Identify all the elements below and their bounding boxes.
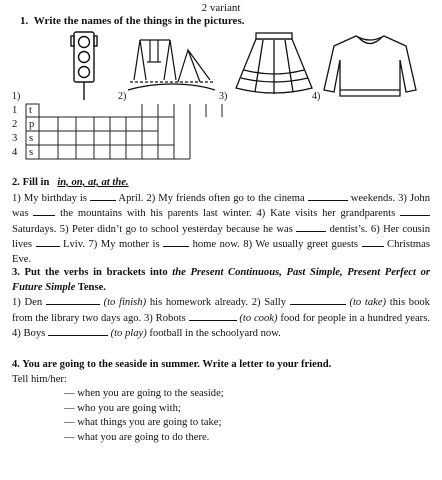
- task-1-text: Write the names of the things in the pictures.: [33, 15, 245, 27]
- task-1-number: 1.: [20, 15, 29, 27]
- row-letter-3[interactable]: s: [29, 133, 34, 144]
- verb-blank-4[interactable]: [48, 326, 108, 336]
- row-letter-4[interactable]: s: [29, 147, 34, 158]
- pictures-row: [60, 30, 420, 102]
- skirt-icon: [236, 33, 312, 94]
- task-3-text: 1) Den (to finish) his homework already. 2) Sally (to take) this book from the library two days ago. 3) Robots (to cook) food for people in a hundred years. 4) Boys (to play) football in the schoolyard now.: [12, 297, 430, 340]
- answer-blank-4[interactable]: [400, 206, 430, 216]
- answer-blank-8[interactable]: [362, 237, 384, 247]
- row-number-3: 3: [12, 133, 18, 144]
- sweater-icon: [324, 36, 416, 96]
- answer-blank-6[interactable]: [36, 237, 60, 247]
- traffic-light-icon: [71, 32, 97, 100]
- task-2-title: 2. Fill in in, on, at, at the.: [12, 177, 129, 188]
- task-2-words: in, on, at, at the.: [57, 177, 129, 188]
- verb-blank-1[interactable]: [46, 295, 100, 305]
- answer-blank-3[interactable]: [33, 206, 55, 216]
- answer-blank-5[interactable]: [296, 222, 326, 232]
- task-2: [12, 176, 430, 268]
- variant-heading: 2 variant: [201, 2, 241, 14]
- task-4-title: 4. You are going to the seaside in summer. Write a letter to your friend.: [12, 359, 332, 370]
- crossword-lines: [12, 103, 234, 161]
- picture-label-1: 1): [12, 91, 21, 102]
- row-number-1: 1: [12, 105, 18, 116]
- crossword-grid: [12, 103, 234, 164]
- task-3-title: 3. Put the verbs in brackets into the Present Continuous, Past Simple, Present Perfect or Future Simple Tense.: [12, 267, 431, 293]
- playground-icon: [128, 40, 215, 90]
- verb-blank-3[interactable]: [189, 311, 237, 321]
- task-1-title: [20, 15, 244, 27]
- task-4-item: — what things you are going to take;: [64, 417, 222, 429]
- task-2-text: 1) My birthday is April. 2) My friends often go to the cinema weekends. 3) John was the mountains with his parents last winter. 4) Kate visits her grandparents Saturdays. 5) Peter didn’t go to school yesterday because he was dentist’s. 6) Her cousin lives Lviv. 7) My mother is home now. 8) We usually greet guests Christmas Eve.: [12, 192, 430, 265]
- picture-label-4: 4): [312, 91, 321, 102]
- answer-blank-1[interactable]: [90, 191, 116, 201]
- task-4-item: — when you are going to the seaside;: [64, 388, 224, 400]
- task-4: [12, 358, 430, 446]
- task-4-item: — who you are going with;: [64, 402, 181, 414]
- task-4-item: — what you are going to do there.: [64, 431, 210, 443]
- task-3-tenses: the Present Continuous, Past Simple, Present Perfect or Future Simple: [12, 267, 431, 293]
- row-number-4: 4: [12, 147, 18, 158]
- picture-label-3: 3): [219, 91, 228, 102]
- row-letter-2[interactable]: p: [29, 119, 35, 130]
- verb-blank-2[interactable]: [290, 295, 346, 305]
- picture-label-2: 2): [118, 91, 127, 102]
- answer-blank-2[interactable]: [308, 191, 348, 201]
- task-3: [12, 266, 430, 342]
- answer-blank-7[interactable]: [163, 237, 189, 247]
- row-letter-1[interactable]: t: [29, 105, 32, 116]
- task-4-tell: Tell him/her:: [12, 373, 67, 385]
- row-number-2: 2: [12, 119, 18, 130]
